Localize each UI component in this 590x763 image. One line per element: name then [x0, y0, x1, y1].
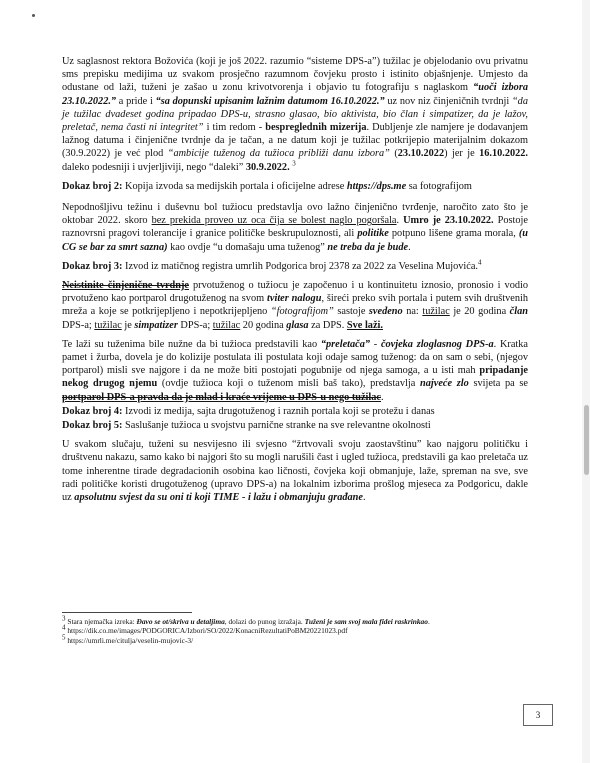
page-number: 3	[523, 704, 553, 726]
paragraph-9: U svakom slučaju, tuženi su nesvijesno ili svjesno “žrtvovali svoju zaostavštinu” kao najgoru političku i društvenu nakazu, samo kako bi najgori što su mogli narušili čast i ugled tužioca, predstavili ga kao preletača uz tome inherentne tirade degradacionih osobina kao ličnosti, čovjeka koji obmanjuje, laže, spreman na sve, sve radi političke koristi drugotuženog (upravo DPS-a) na lokalnim izborima prošlog mjeseca za Podgoricu, dakle uz apsolutnu svjest da su oni ti koji TIME - i lažu i obmanjuju građane.	[62, 439, 528, 504]
scrollbar-thumb[interactable]	[584, 405, 589, 475]
evidence-label: Dokaz broj 2:	[62, 180, 123, 192]
footnote-link[interactable]: https://dik.co.me/images/PODGORICA/Izbori/SO/2022/KonacniRezultatiPoBM20221023.pdf	[65, 626, 348, 636]
footnote-ref-4[interactable]: 4	[477, 258, 482, 267]
evidence-label: Dokaz broj 4:	[62, 405, 123, 417]
footnotes	[62, 612, 532, 645]
evidence-4: Dokaz broj 4: Izvodi iz medija, sajta drugotuženog i raznih portala koji se protežu i danas	[62, 405, 435, 417]
footnote-divider	[62, 612, 192, 613]
footnote-4: $^4$ https://dik.co.me/images/PODGORICA/Izbori/SO/2022/KonacniRezultatiPoBM20221023.pdf	[62, 623, 348, 636]
footnote-ref-3[interactable]: 3	[292, 159, 296, 168]
paragraph-6: Te laži su tuženima bile nužne da bi tužioca predstavili kao “preletača” - čovjeka zloglasnog DPS-a. Kratka pamet i žurba, dovela je do kolizije postulata ili postulata koji odaje samog tuženog: da on sam o sebi, (njegov portparol) misli sve najgore i da ne može biti postojati pogubnije od njega samoga, a u isti mah pripadanje nekog drugog njemu (ovdje tužioca koji o tuženom misli baš tako), predstavlja najveće zlo svijeta pa se portparol DPS-a pravda da je mlad i kraće vrijeme u DPS-u nego tužilac.	[62, 338, 528, 403]
footnote-3: $^3$ Stara njemačka izreka: Đavo se ot/skriva u detaljima, dolazi do punog izražaja. Tuženi je sam svoj mala fidei raskrinkao.	[62, 614, 430, 626]
paragraph-3: Nepodnošljivu težinu i duševnu bol tužiocu predstavlja ovo lažno činjenično tvrđenje, naročito zato što je oktobar 2022. skoro bez prekida proveo uz oca čija se bolest naglo pogoršala. Umro je 23.10.2022. Postoje raznovrsni pragovi tolerancije i granice političke beskrupuloznosti, ali politike potpuno lišene grama morala, (u CG se bar za smrt sazna) kao ovdje “u domašaju uma tuženog” ne treba da je bude.	[62, 202, 529, 253]
evidence-label: Dokaz broj 3:	[62, 260, 123, 272]
evidence-label: Dokaz broj 5:	[62, 420, 123, 432]
evidence-3: Dokaz broj 3: Izvod iz matičnog registra umrlih Podgorica broj 2378 za 2022 za Veselina Mujovića.$^4$	[62, 258, 482, 272]
paragraph-1: Uz saglasnost rektora Božovića (koji je još 2022. razumio “sisteme DPS-a”) tužilac je objelodanio ovu privatnu sms prepisku medijima uz svakom prosječno razumnom čovjeku prosto i istinito objašnjenje. Umjesto da odustane od laži, tuženi je zašao u zonu krivotvorenja i objavio tu fotografiju s naglaskom “uoči izbora 23.10.2022.” a pride i “sa dopunski upisanim lažnim datumom 16.10.2022.” uz nov niz činjeničnih tvrdnji “da je tužilac dvadeset godina pripadao DPS-u, strasno glasao, bio aktivista, bio član i simpatizer, da je lažov, preletač, nema časti ni integritet” i tim redom - bespreglednih mizerija. Dubljenje zle namjere je dodavanjem lažnog datuma i činjenične tvrdnje da je tačan, a ne datum koji je tužilac potkrijepio materijalnim dokazom (30.9.2022) je već plod “ambicije tuženog da tužioca približi danu izbora” (23.10.2022) jer je 16.10.2022. daleko podesniji i uvjerljiviji, nego “daleki” 30.9.2022. $^3$	[62, 56, 528, 173]
margin-mark	[32, 14, 35, 17]
footnote-5: $^5$ https://umrli.me/citulja/veselin-mujovic-3/	[62, 633, 194, 645]
footnote-link[interactable]: https://umrli.me/citulja/veselin-mujovic-3/	[65, 635, 194, 645]
scrollbar-track[interactable]	[582, 0, 590, 763]
body-text	[62, 55, 528, 510]
evidence-5: Dokaz broj 5: Saslušanje tužioca u svojstvu parnične stranke na sve relevantne okolnosti	[62, 420, 431, 432]
dps-link[interactable]: https://dps.me	[346, 180, 407, 192]
evidence-2: Dokaz broj 2: Kopija izvoda sa medijskih portala i oficijelne adrese https://dps.me sa fotografijom	[62, 180, 472, 192]
paragraph-5: Neistinite činjenične tvrdnje prvotuženog o tužiocu je započenuo i u kontinuitetu iznosio, pronosio i vodio prvotuženo kao portparol drugotuženog na svom tviter nalogu, šireći preko svih portala i putem svih društvenih mreža a koje se potkrijepljeno i nepotkrijepljeno “fotografijom” sastoje svedeno na: tužilac je 20 godina član DPS-a; tužilac je simpatizer DPS-a; tužilac 20 godina glasa za DPS. Sve laži.	[62, 280, 528, 331]
